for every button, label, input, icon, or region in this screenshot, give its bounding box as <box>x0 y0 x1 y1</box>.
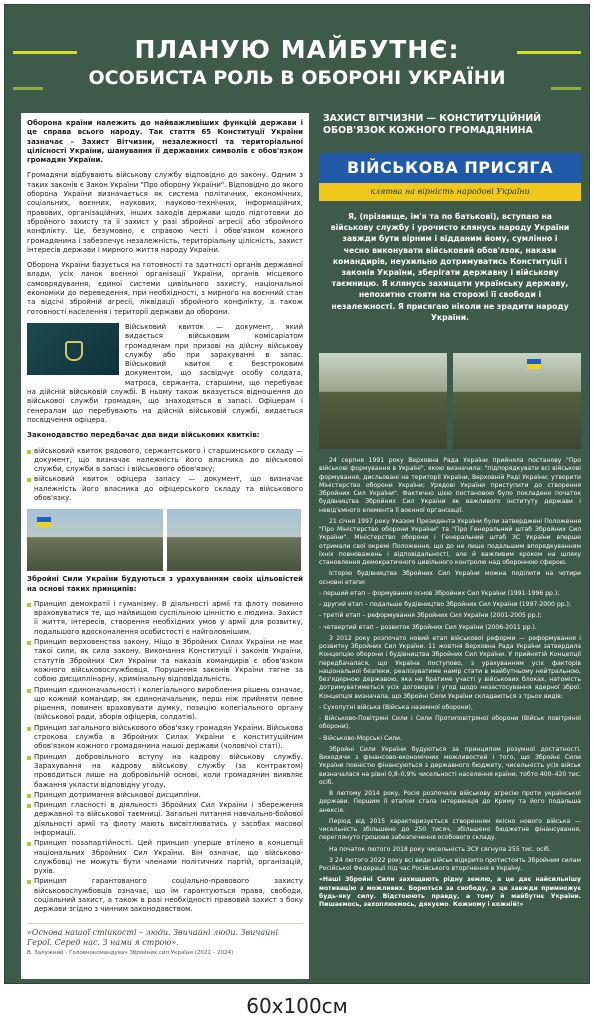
history-paragraph: 24 серпня 1991 року Верховна Рада України прийняла постанову "Про військові формування в Україні", якою визначила: "підпорядкувати всі військові формування, дисльовані на території України, Верховній Раді України; утворити Міністерство оборони України; Урядові України приступити до створення Збройних Сил України". Фактично цією постановою було покладено початок будівництва Збройних Сил України як важливого інституту держави і невід'ємного елемента її воєнної організації. <box>319 457 581 514</box>
stage-item: - третій етап – реформування Збройних Сил України (2001-2005 рр.); <box>319 612 542 620</box>
military-id-card-image <box>27 323 119 375</box>
poster-title: ПЛАНУЮ МАЙБУТНЄ: <box>134 35 460 64</box>
list-item: Принцип гарантованого соціально-правового захисту військовослужбовців означає, що їм гарантуються права, свободи, соціальний захист, а також в разі необхідності правовий захист з боку держави згідно з чинним законодавством. <box>27 877 303 914</box>
history-paragraph: Збройні Сили України будуються за принципом розумної достатності. Виходячи з фінансово-економічних можливостей і того, що Збройні Сили України повністю фінансуються з державного бюджету, чисельність усіх військ визначалася на рівні 0,8–0,9% чисельності населення країни, тобто 400–420 тис. осіб. <box>319 745 581 786</box>
history-paragraph: 21 січня 1997 року Указом Президента України були затверджені Положення "Про Міністерство оборони України" та "Про Генеральний штаб Збройних Сил України". Міністерство оборони і Генеральний штаб ЗС України вперше отримали свої окремі Положення, що до не лише подальшим впорядкуванням їхніх повноважень і відповідальності, але й важливим кроком на шляху становлення демократичного цивільного контролю над оборонною сферою. <box>319 517 581 566</box>
soldiers-flag-photo <box>453 353 581 449</box>
branch-item: - Сухопутні війська (Війська наземної оборони), <box>319 703 473 711</box>
history-text <box>319 457 581 912</box>
list-item: Принцип позапартійності. Цей принцип уперше втілено в концепції національних Збройних Сил України. Він означає, що військово-службовці не можуть бути членами політичних партій, організацій, рухів. <box>27 839 303 876</box>
list-item: Принцип верховенства закону. Ніщо в Збройних Силах України не має такої сили, як сила закону. Виконання Конституції і законів України, статутів Збройних Сил України та наказів командирів є обов'язком кожного військовослужбовця. Порушення законів України тягне за собою дисциплінарну, кримінальну відповідальність. <box>27 638 303 684</box>
list-item: Принцип гласності в діяльності Збройних Сил України і збереження державної та військової таємниці. Загальні питання навчально-бойової діяльності армії та флоту мають висвітлюватись у засобах масової інформації. <box>27 801 303 838</box>
history-paragraph: На початок лютого 2018 року чисельність ЗСУ сягнула 255 тис. осіб. <box>329 845 551 853</box>
oath-subtitle: клятва на вірність народові України <box>319 183 581 201</box>
history-paragraph: В лютому 2014 року, Росія розпочала військову агресію проти української держави. Першим її етапом стала інтервенція до Криму та його подальша анексія. <box>319 790 581 814</box>
list-item: Принцип демократії і гуманізму. В діяльності армії та флоту повинно враховуватися те, що найвищою суспільною цінністю є людина. Захист її життя, інтересів, створення необхідних умов у армії для розвитку, подальшого вдосконалення особистості є найголовнішим. <box>27 600 303 637</box>
stage-item: - перший етап – формування основ Збройних Сил України (1991-1996 рр.); <box>319 589 560 597</box>
oath-title: ВІЙСЬКОВА ПРИСЯГА <box>319 153 581 183</box>
ukraine-flag-icon <box>527 359 541 369</box>
ukraine-flag-icon <box>37 517 51 527</box>
intro-paragraph: Оборона країни належить до найважливіших функцій держави і це справа всього народу. Так стаття 65 Конституції України зазначає – Захист Вітчизни, незалежності та територіальної цілісності України, шанування її державних символів є обов'язком громадян України. <box>27 119 303 165</box>
defense-basis-paragraph: Оборона України базується на готовності та здатності органів державної влади, усіх ланок воєнної організації України, органів місцевого самоврядування, єдиної системи цивільного захисту, національної економіки до переведення, при необхідності, з мирного на воєнний стан та відсічі збройній агресії, ліквідації збройного конфлікту, а також готовності населення і території держави до оборони. <box>27 261 303 316</box>
armored-vehicle-photo <box>167 509 301 571</box>
list-item: Принцип добровільного вступу на кадрову військову службу. Зарахування на кадрову військову службу (за контрактом) проводиться лише на добровільній основі, коли громадянин виявляє бажання укласти відповідну угоду. <box>27 753 303 790</box>
trident-emblem-icon <box>65 341 83 361</box>
stage-item: - четвертий етап – розвиток Збройних Сил України (2006-2011 рр.). <box>319 623 537 631</box>
history-paragraph: Історію будівництва Збройних Сил України можна поділити на чотири основні етапи: <box>319 570 581 586</box>
list-item: Принцип єдиноначальності і колегіального вироблення рішень означає, що кожний командир, як єдиноначальник, перш ніж прийняти певне рішення, повинен враховувати думку, позицію колегіального органу (військової ради, зборів офіцерів, солдатів). <box>27 686 303 723</box>
military-id-paragraph: Військовий квиток — документ, який видається військовим комісаріатом громадянам при призові на дійсну військову службу або при зарахуванні в запас. Військовий квиток є безстроковим документом, що засвідчує особу солдата, матроса, сержанта, старшини, що перебуває на дійсній військовій службі. В ньому також вказується відношення до військової служби громадян, що знаходяться в запасі. Офіцерам і генералам що перебувають на дійсній військовій службі, видається посвідчення офіцера. <box>27 322 303 424</box>
list-item: військовий квиток рядового, сержантського і старшинського складу — документ, що визначає належність його власника до військової служби, служби в запасі і військового обов'язку; <box>27 447 303 475</box>
poster-subtitle: ОСОБИСТА РОЛЬ В ОБОРОНІ УКРАЇНИ <box>88 67 506 89</box>
history-paragraph: Період від 2015 характеризується створенням якісно нового війська — чисельність збільшено до 250 тисяч, збільшено бюджетне фінансування, переглянуто грошове забезпечення особового складу. <box>319 817 581 842</box>
id-types-list <box>27 447 303 504</box>
history-paragraph: З 24 лютого 2022 року всі види військ відкрито протистоять Збройним силам Російської Федерації під час Російського вторгнення в Україну. <box>319 856 581 872</box>
soldiers-photo <box>27 509 163 571</box>
principles-list <box>27 600 303 915</box>
principles-heading: Збройні Сили України будуються з урахуванням своїх цільовістей на основі таких принципів: <box>27 575 303 593</box>
branch-item: - Військово-Повітряні Сили і Сили Протиповітряної оборони (Військ повітряної оборони), <box>319 715 581 731</box>
quote-block <box>27 923 303 956</box>
oath-block <box>319 153 581 323</box>
history-paragraph: 3 2012 року розпочато новий етап військової реформи — реформування і розвитку Збройних Сил України. 11 жовтня Верховна Рада України затвердила Концепцію оборони і будівництва Збройних Сил України. У прийнятій Концепції передбачалася, що Україна поступово, з урахуванням усіх факторів національної безпеки, реалізуватиме намір стати в майбутньому нейтральною, без'ядерною державою, яка не братиме участі у військових блоках, натомість дотримуватиметься усіх договорів і угод щодо незастосування ядерної зброї. Концепція визначала, що Збройні Сили України складаються з трьох видів: <box>319 634 581 700</box>
branch-item: - Військово-Морські Сили. <box>319 734 402 742</box>
list-item: Принцип дотримання військової дисципліни. <box>27 791 303 800</box>
right-photo-row <box>319 353 581 449</box>
left-panel <box>21 113 309 979</box>
soldiers-photo-row <box>27 509 303 571</box>
oath-text: Я, (прізвище, ім'я та по батькові), вступаю на військову службу і урочисто клянусь народу України завжди бути вірним і відданим йому, сумлінно і чесно виконувати військовий обов'язок, накази командирів, неухильно дотримуватись Конституції і законів України, зберігати державну і військову таємницю. Я клянусь захищати українську державу, непохитно стояти на сторожі її свободи і незалежності. Я присягаю ніколи не зрадити народу України. <box>330 212 570 322</box>
poster <box>4 4 590 984</box>
soldiers-group-photo <box>319 353 447 449</box>
stage-item: - другий етап – подальше будівництво Збройних Сил України (1997-2000 рр.); <box>319 601 571 608</box>
poster-size-label: 60x100см <box>246 994 348 1018</box>
list-item: військовий квиток офіцера запасу — документ, що визначає належність його власника до офіцерського складу та військового обов'язку. <box>27 475 303 503</box>
list-item: Принцип загального військового обов'язку громадян України. Військова строкова служба в Збройних Силах України є конституційним обов'язком кожного громадянина нашої держави (чоловічої статі). <box>27 724 303 752</box>
quote-text: «Основа нашої стійкості – люди. Звичайні люди. Звичайні Герої. Серед нас. З нами я строю». <box>27 927 279 947</box>
right-heading: ЗАХИСТ ВІТЧИЗНИ — КОНСТИТУЦІЙНИЙ ОБОВ'ЯЗОК КОЖНОГО ГРОМАДЯНИНА <box>323 113 542 136</box>
id-types-heading: Законодавство передбачає два види військових квитків: <box>27 431 260 440</box>
right-panel <box>319 113 581 979</box>
quote-author: В. Залужний - Головнокомандувач Збройних сил України (2021 – 2024) <box>27 949 234 956</box>
law-paragraph: Громадяни відбувають військову службу відповідно до закону. Одним з таких законів є Закон України "Про оборону України". Відповідно до якого оборона України визначається як система політичних, економічних, соціальних, воєнних, наукових, науково-технічних, інформаційних, правових, організаційних, інших заходів держави щодо підготовки до збройного захисту та її захист у разі збройної агресії або збройного конфлікту. Це, безумовно, є справою честі і обов'язком кожного громадянина і забезпечує незалежність, територіальну цілісність, захист інтересів держави і мирного життя народу України. <box>27 171 304 254</box>
closing-quote: «Наші Збройні Сили захищають рідну землю, а це дає найсильнішу мотивацію з можливих. Борються за свободу, а це завжди примножує будь-яку силу. Відстоюють правду, а тому й майбутнє України. Пишаємось, захоплюємось, дякуємо. Кожному і кожній!» <box>319 876 581 908</box>
